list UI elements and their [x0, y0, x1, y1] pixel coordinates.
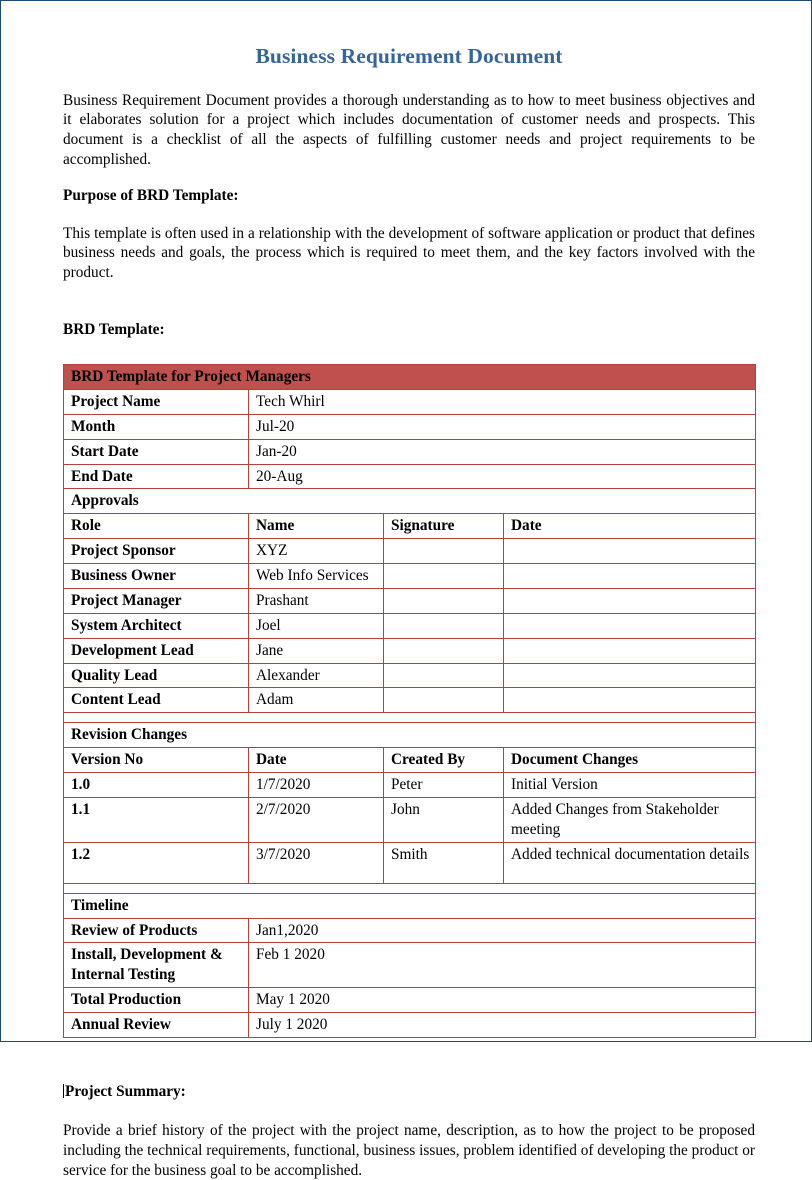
project-summary-heading	[63, 1082, 755, 1102]
approval-role: Content Lead	[64, 688, 249, 713]
row-label: End Date	[64, 464, 249, 489]
row-label: Start Date	[64, 439, 249, 464]
column-header-version-no: Version No	[64, 748, 249, 773]
spacer-cell	[64, 713, 756, 723]
approval-role: Business Owner	[64, 564, 249, 589]
timeline-value: July 1 2020	[249, 1013, 756, 1038]
row-label: Month	[64, 414, 249, 439]
row-value: 20-Aug	[249, 464, 756, 489]
revision-section-row	[64, 723, 756, 748]
approval-role: System Architect	[64, 613, 249, 638]
text-cursor	[63, 1084, 64, 1098]
revision-created-by: Peter	[384, 773, 504, 798]
approval-role: Quality Lead	[64, 663, 249, 688]
column-header-date: Date	[249, 748, 384, 773]
table-row	[64, 464, 756, 489]
table-row	[64, 539, 756, 564]
approval-name: Prashant	[249, 588, 384, 613]
table-row	[64, 773, 756, 798]
approval-name: Joel	[249, 613, 384, 638]
spacer	[63, 206, 755, 224]
approval-signature	[384, 564, 504, 589]
brd-template-table	[63, 364, 756, 1038]
timeline-label: Total Production	[64, 988, 249, 1013]
table-row	[64, 638, 756, 663]
page-title: Business Requirement Document	[255, 44, 563, 68]
table-row	[64, 988, 756, 1013]
approval-date	[504, 539, 756, 564]
table-spacer-row	[64, 713, 756, 723]
approval-name: Web Info Services	[249, 564, 384, 589]
column-header-role: Role	[64, 514, 249, 539]
approval-date	[504, 688, 756, 713]
revision-date: 2/7/2020	[249, 797, 384, 842]
table-row	[64, 588, 756, 613]
revision-version: 1.0	[64, 773, 249, 798]
spacer	[63, 1038, 755, 1082]
revision-date: 1/7/2020	[249, 773, 384, 798]
approval-date	[504, 613, 756, 638]
timeline-label: Annual Review	[64, 1013, 249, 1038]
table-row	[64, 842, 756, 883]
row-label: Project Name	[64, 389, 249, 414]
approval-date	[504, 564, 756, 589]
approval-name: Alexander	[249, 663, 384, 688]
approval-signature	[384, 663, 504, 688]
table-row	[64, 663, 756, 688]
timeline-value: Jan1,2020	[249, 918, 756, 943]
approval-name: XYZ	[249, 539, 384, 564]
table-row	[64, 688, 756, 713]
approval-date	[504, 588, 756, 613]
approval-name: Adam	[249, 688, 384, 713]
approvals-column-header-row	[64, 514, 756, 539]
page-content	[63, 1, 755, 1180]
approval-role: Project Manager	[64, 588, 249, 613]
spacer	[63, 1101, 755, 1121]
approval-role: Development Lead	[64, 638, 249, 663]
spacer	[63, 169, 755, 186]
column-header-date: Date	[504, 514, 756, 539]
approval-date	[504, 663, 756, 688]
column-header-signature: Signature	[384, 514, 504, 539]
timeline-label: Review of Products	[64, 918, 249, 943]
table-header-row	[64, 365, 756, 390]
table-row	[64, 564, 756, 589]
column-header-document-changes: Document Changes	[504, 748, 756, 773]
table-row	[64, 943, 756, 988]
revision-changes: Added Changes from Stakeholder meeting	[504, 797, 756, 842]
row-value: Tech Whirl	[249, 389, 756, 414]
brd-template-heading: BRD Template:	[63, 321, 165, 339]
purpose-heading: Purpose of BRD Template:	[63, 187, 239, 205]
table-row	[64, 389, 756, 414]
table-row	[64, 918, 756, 943]
approval-signature	[384, 638, 504, 663]
revision-section-label: Revision Changes	[64, 723, 756, 748]
approval-signature	[384, 588, 504, 613]
revision-changes: Added technical documentation details	[504, 842, 756, 883]
spacer	[63, 340, 755, 364]
revision-version: 1.2	[64, 842, 249, 883]
approval-date	[504, 638, 756, 663]
table-header-title: BRD Template for Project Managers	[64, 365, 756, 390]
approval-name: Jane	[249, 638, 384, 663]
approval-signature	[384, 688, 504, 713]
purpose-paragraph: This template is often used in a relationship with the development of software application or product that defines business needs and goals, the process which is required to meet them, and the key factors involved with the product.	[63, 224, 755, 281]
timeline-section-row	[64, 893, 756, 918]
timeline-value: May 1 2020	[249, 988, 756, 1013]
row-value: Jan-20	[249, 439, 756, 464]
table-row	[64, 1013, 756, 1038]
timeline-section-label: Timeline	[64, 893, 756, 918]
revision-created-by: John	[384, 797, 504, 842]
spacer-cell	[64, 883, 756, 893]
revision-date: 3/7/2020	[249, 842, 384, 883]
column-header-created-by: Created By	[384, 748, 504, 773]
timeline-value: Feb 1 2020	[249, 943, 756, 988]
project-summary-paragraph: Provide a brief history of the project with the project name, description, as to how the project to be proposed including the technical requirements, functional, business issues, problem identified of developing the product or service for the business goal to be accomplished.	[63, 1122, 755, 1179]
row-value: Jul-20	[249, 414, 756, 439]
column-header-name: Name	[249, 514, 384, 539]
revision-version: 1.1	[64, 797, 249, 842]
intro-paragraph: Business Requirement Document provides a thorough understanding as to how to meet business objectives and it elaborates solution for a project which includes documentation of customer needs and prospects. This document is a checklist of all the aspects of fulfilling customer needs and project requirements to be accomplished.	[63, 91, 755, 168]
spacer	[63, 70, 755, 91]
table-row	[64, 414, 756, 439]
revision-created-by: Smith	[384, 842, 504, 883]
approval-role: Project Sponsor	[64, 539, 249, 564]
table-row	[64, 613, 756, 638]
approvals-section-row	[64, 489, 756, 514]
approvals-section-label: Approvals	[64, 489, 756, 514]
approval-signature	[384, 539, 504, 564]
table-row	[64, 439, 756, 464]
spacer	[63, 282, 755, 320]
revision-column-header-row	[64, 748, 756, 773]
project-summary-heading-text: Project Summary:	[65, 1082, 186, 1100]
timeline-label: Install, Development & Internal Testing	[64, 943, 249, 988]
approval-signature	[384, 613, 504, 638]
revision-changes: Initial Version	[504, 773, 756, 798]
table-spacer-row	[64, 883, 756, 893]
table-row	[64, 797, 756, 842]
